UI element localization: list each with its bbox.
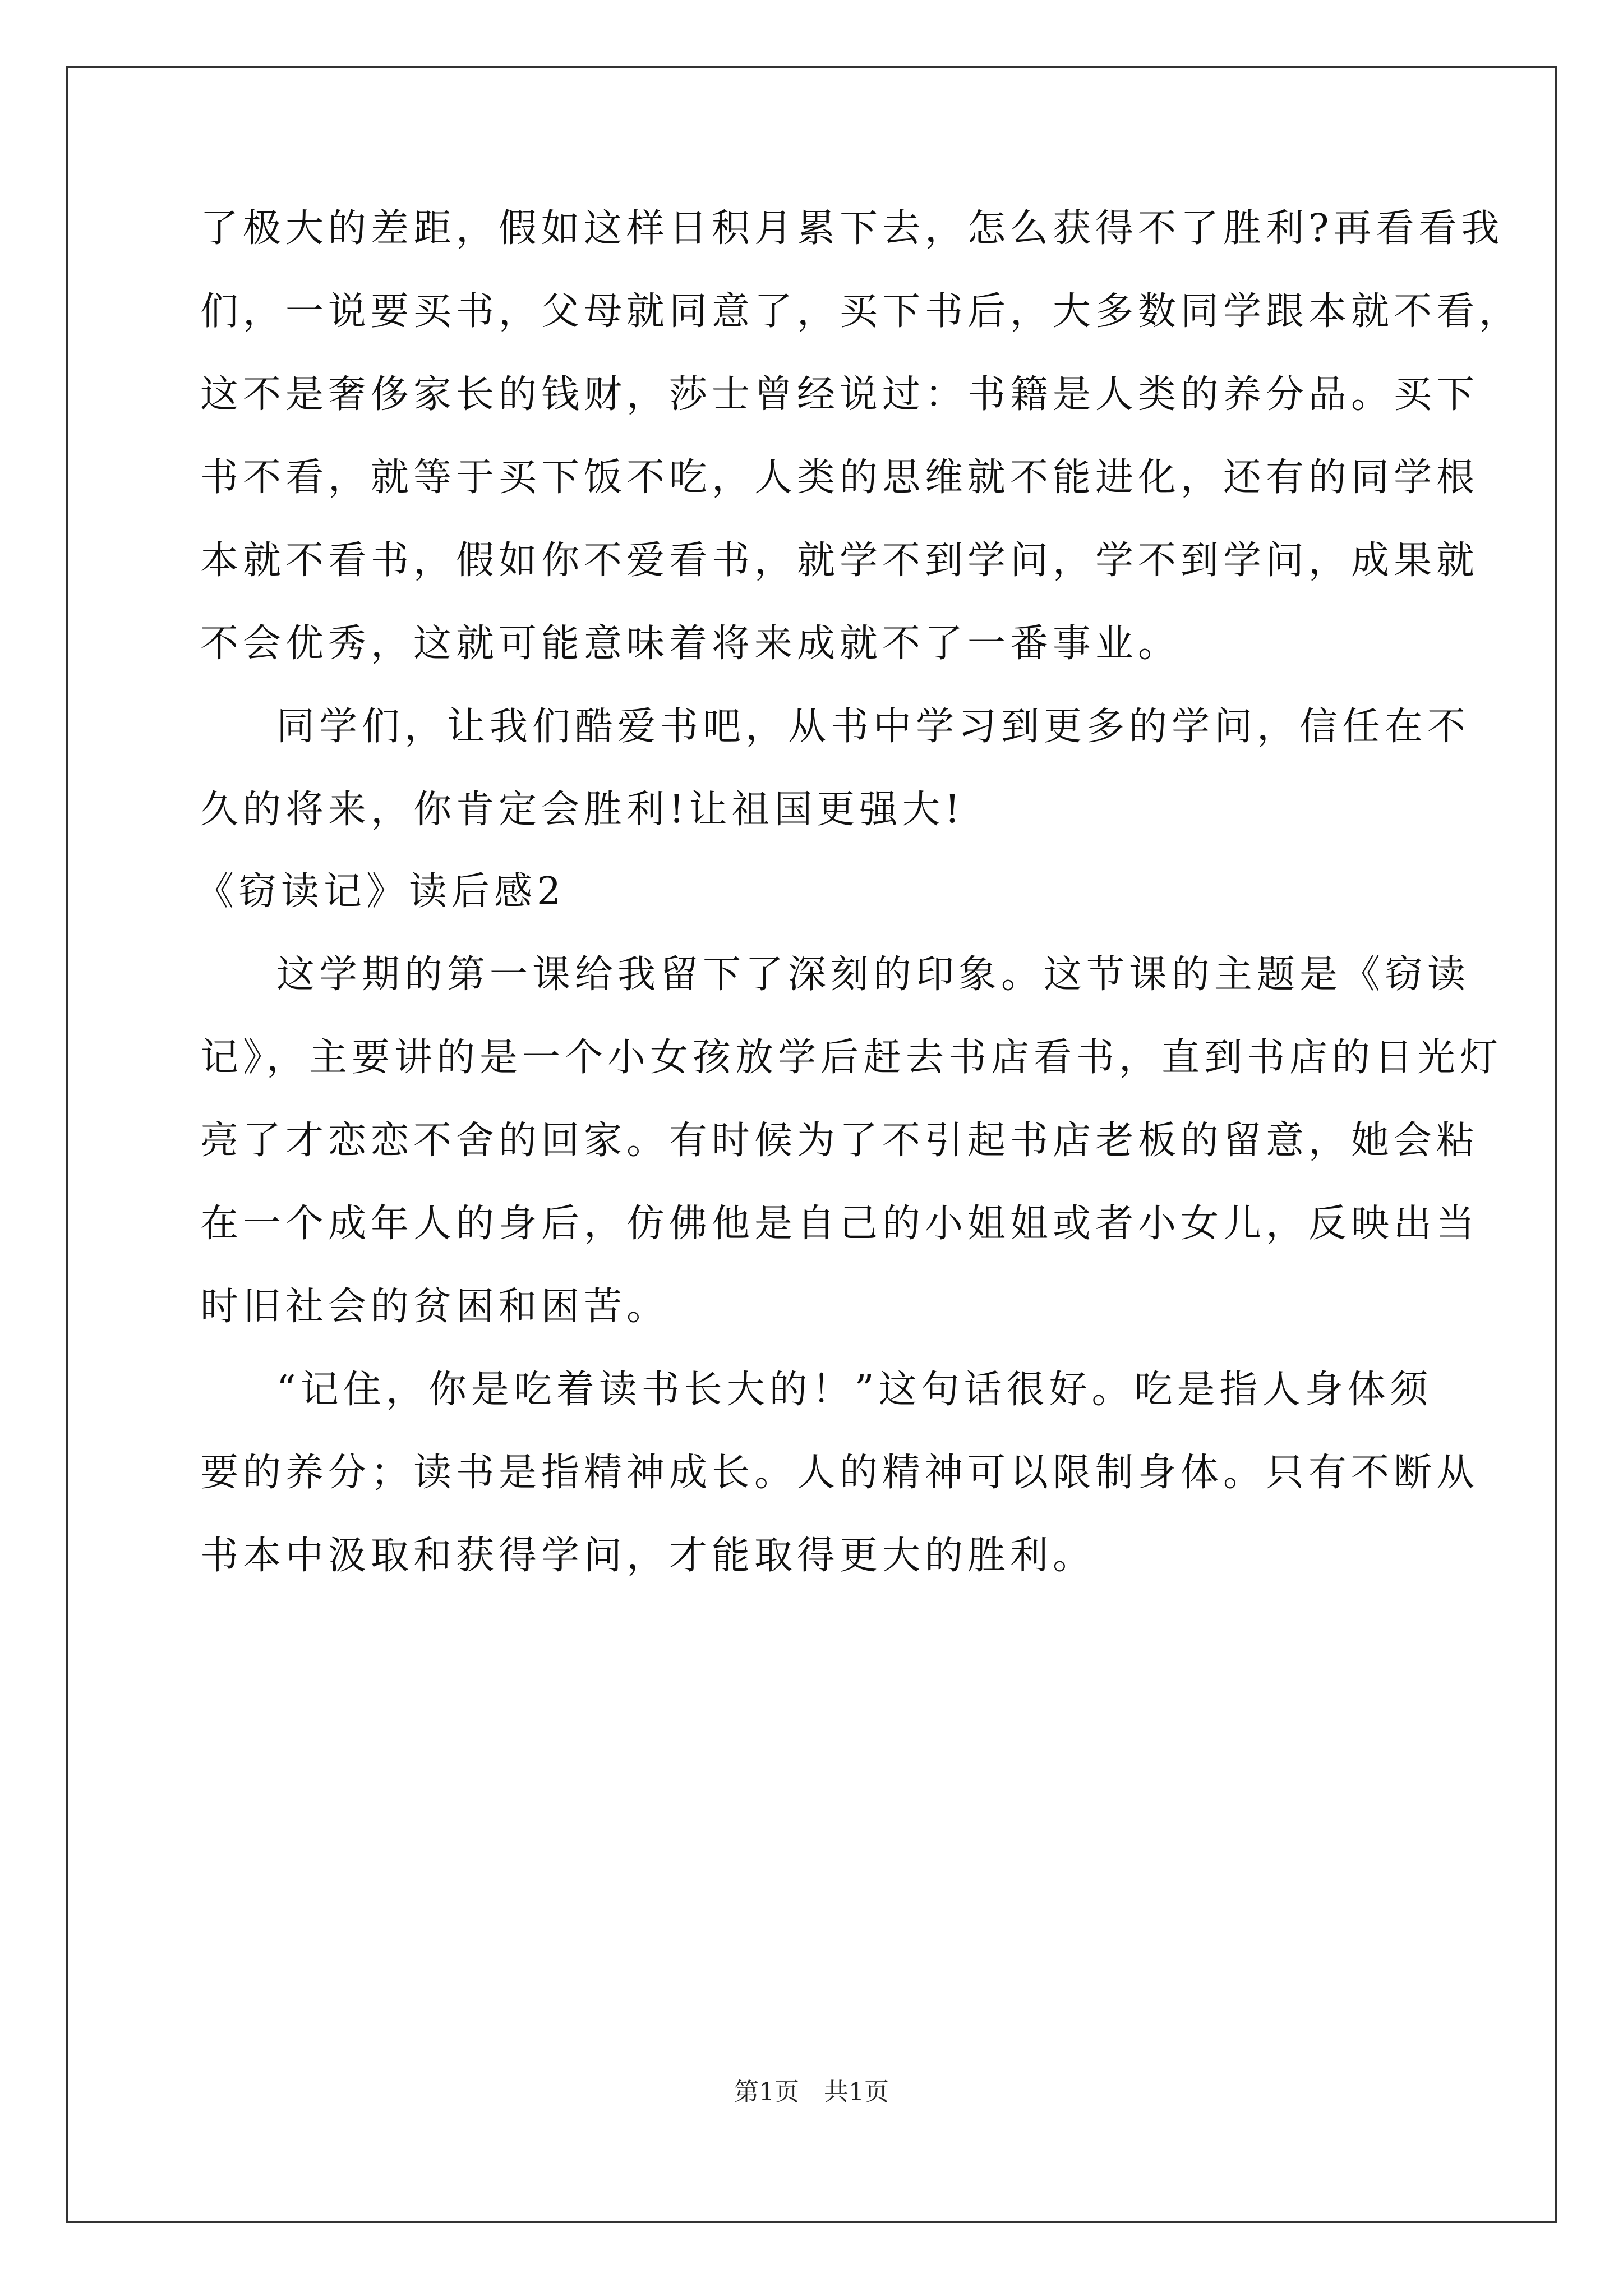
body-line: 本就不看书，假如你不爱看书，就学不到学问，学不到学问，成果就 — [200, 539, 1479, 583]
body-line: 亮了才恋恋不舍的回家。有时候为了不引起书店老板的留意，她会粘 — [200, 1119, 1479, 1163]
page-number: 第1页 共1页 — [734, 2078, 889, 2106]
body-line: 不会优秀，这就可能意味着将来成就不了一番事业。 — [200, 622, 1181, 666]
body-line: 了极大的差距，假如这样日积月累下去，怎么获得不了胜利?再看看我 — [200, 206, 1504, 251]
body-line: 书不看，就等于买下饭不吃，人类的思维就不能进化，还有的同学根 — [200, 455, 1479, 500]
body-line: 同学们，让我们酷爱书吧，从书中学习到更多的学问，信任在不 — [276, 705, 1470, 749]
body-line: 时旧社会的贫困和困苦。 — [200, 1285, 670, 1329]
body-line: 这学期的第一课给我留下了深刻的印象。这节课的主题是《窃读 — [276, 953, 1470, 997]
body-line: “记住，你是吃着读书长大的！”这句话很好。吃是指人身体须 — [276, 1368, 1433, 1412]
body-line: 们，一说要买书，父母就同意了，买下书后，大多数同学跟本就不看， — [200, 289, 1522, 334]
body-line: 久的将来，你肯定会胜利!让祖国更强大! — [200, 788, 965, 832]
body-line: 要的养分；读书是指精神成长。人的精神可以限制身体。只有不断从 — [200, 1451, 1479, 1495]
section-heading: 《窃读记》读后感2 — [196, 869, 566, 914]
body-line: 这不是奢侈家长的钱财，莎士曾经说过：书籍是人类的养分品。买下 — [200, 372, 1479, 417]
body-line: 记》，主要讲的是一个小女孩放学后赶去书店看书，直到书店的日光灯 — [200, 1036, 1503, 1080]
body-line: 书本中汲取和获得学问，才能取得更大的胜利。 — [200, 1534, 1096, 1578]
body-line: 在一个成年人的身后，仿佛他是自己的小姐姐或者小女儿，反映出当 — [200, 1202, 1479, 1246]
